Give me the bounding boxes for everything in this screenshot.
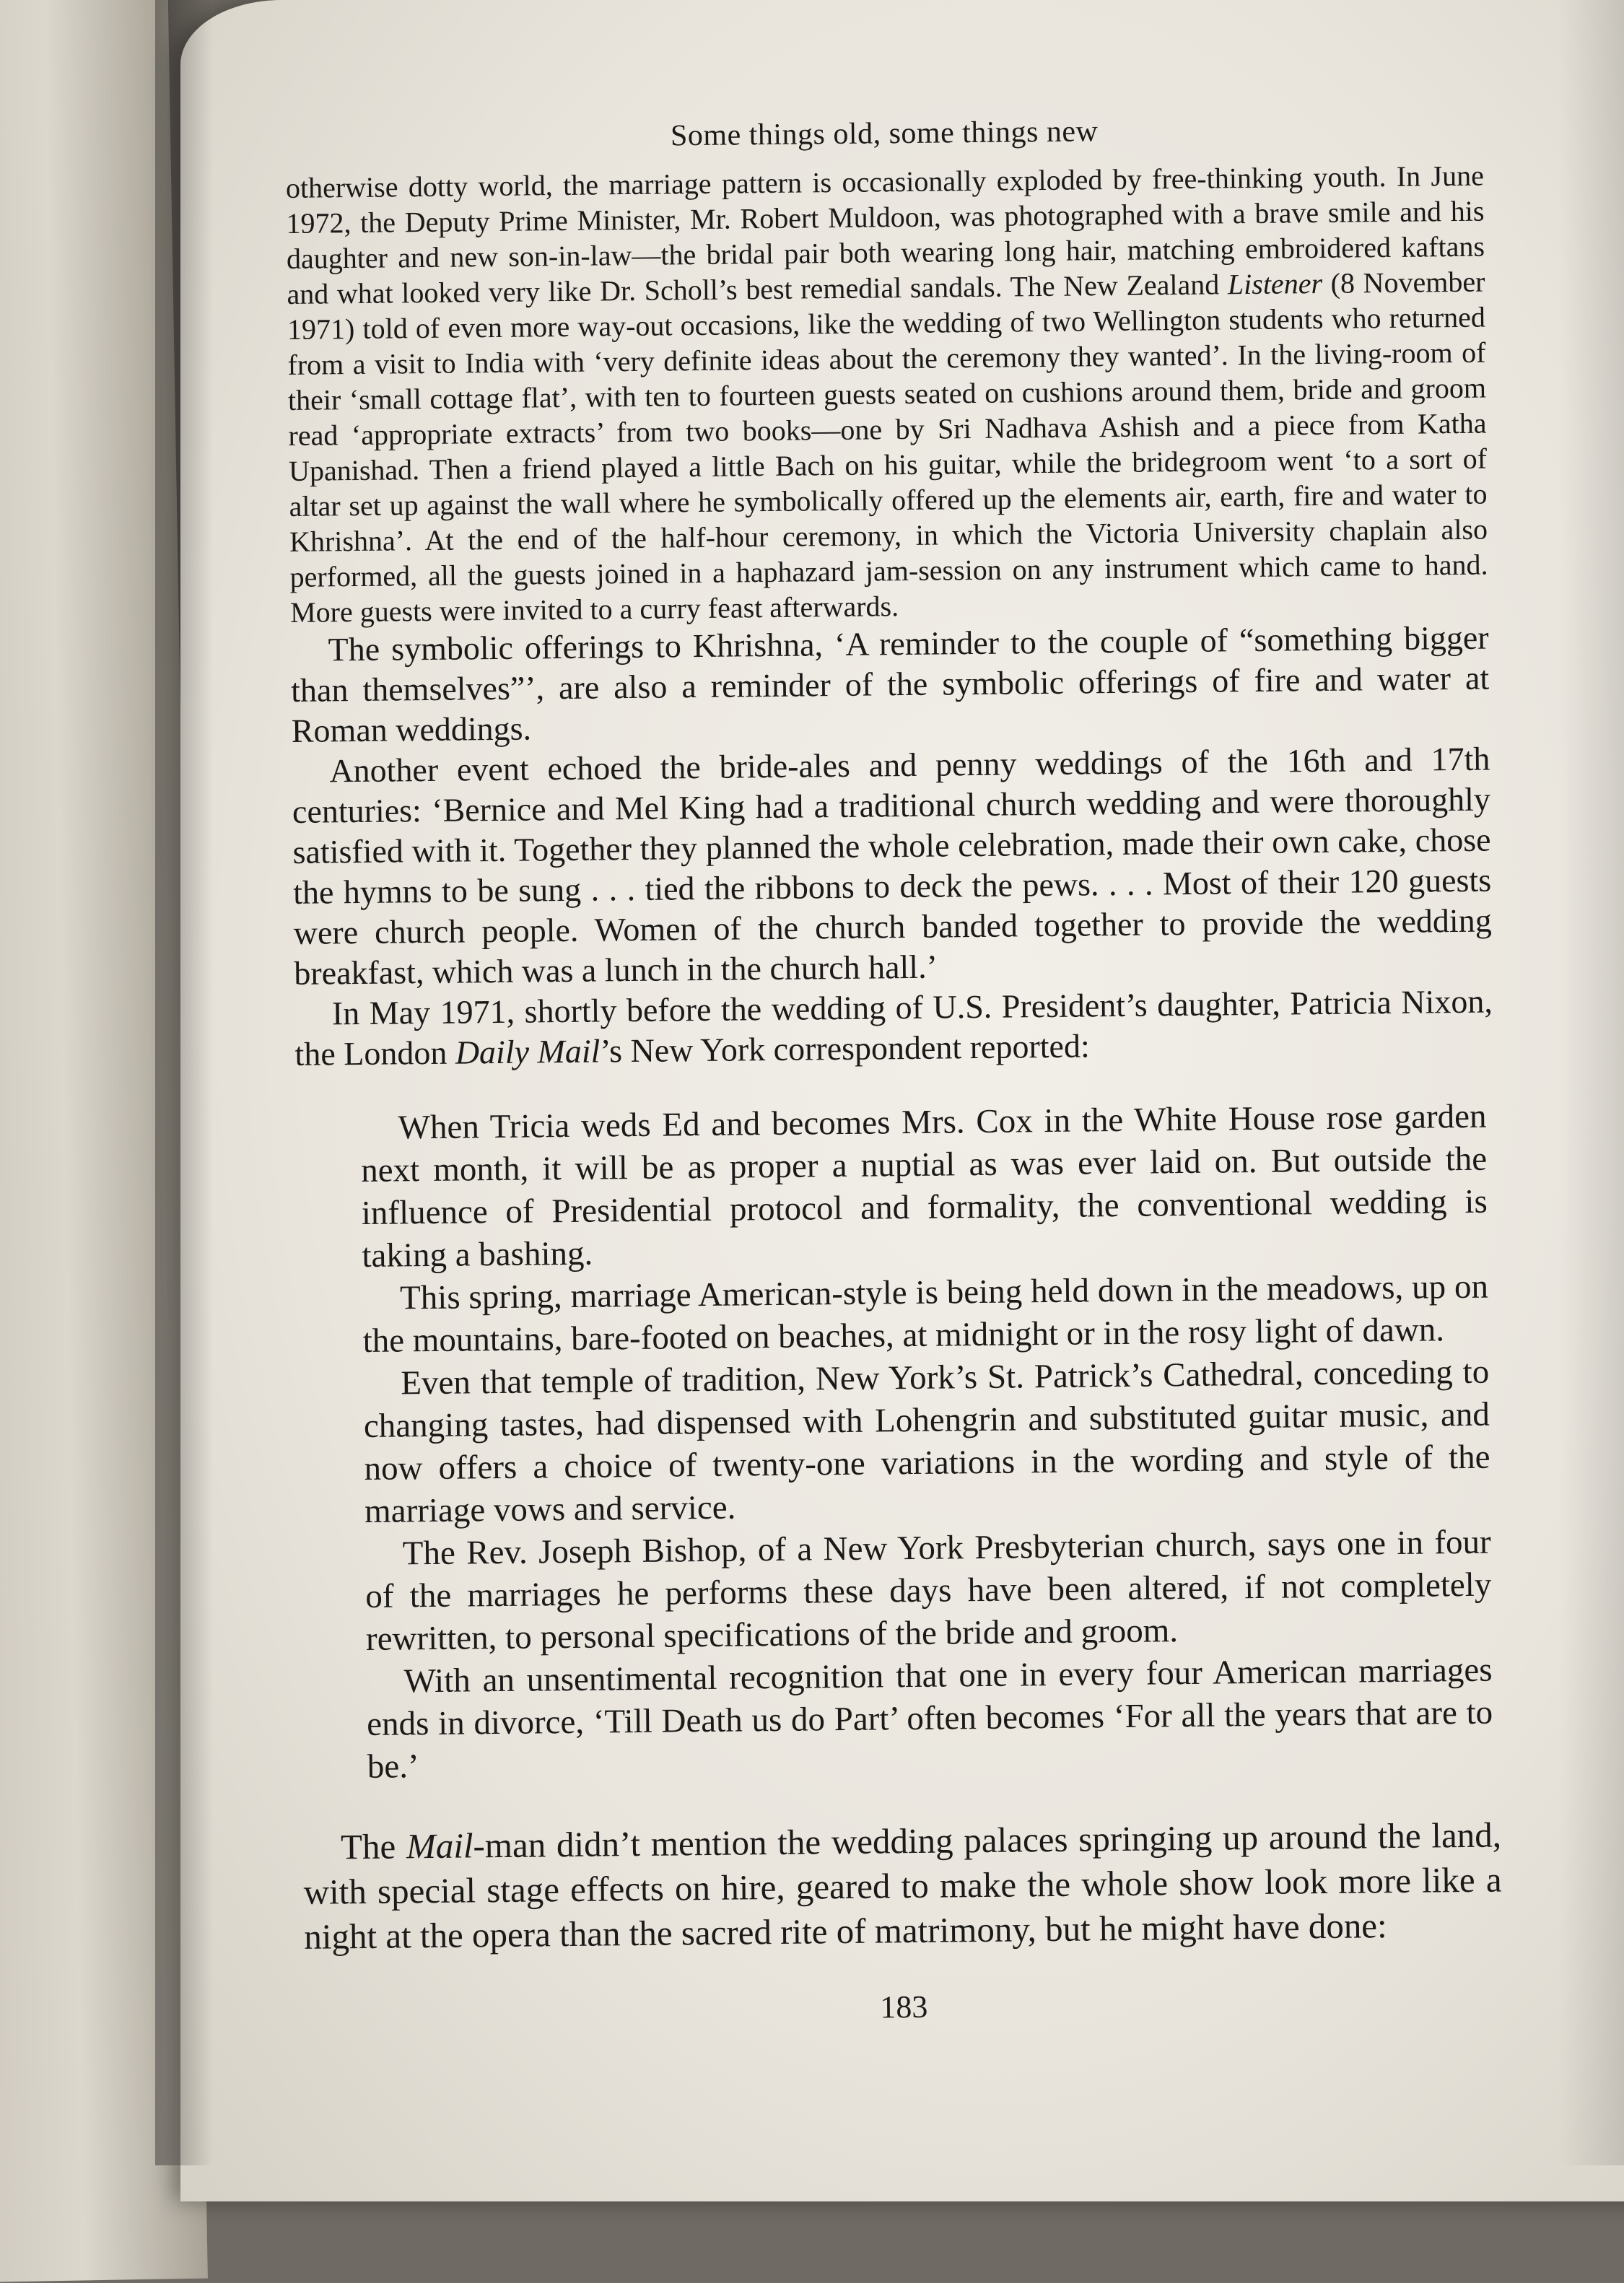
block-quote [360,1096,1493,1789]
paragraph-3: Another event echoed the bride-ales and penny weddings of the 16th and 17th centuries: ‘Bernice and Mel King had a traditional church wedding and were thoroughly satisfied with it. Together they planned the whole celebration, made their own cake, chose the hymns to be sung . . . tied the ribbons to deck the pews. . . . Most of their 120 guests were church people. Women of the church banded together to provide the wedding breakfast, which was a lunch in the church hall.’ [292,740,1492,992]
book-gutter [155,0,213,2165]
paragraph-4 [294,982,1493,1075]
quote-paragraph-3: Even that temple of tradition, New York’s St. Patrick’s Cathedral, conceding to changing tastes, had dispensed with Lohengrin and substituted guitar music, and now offers a choice of twenty-one variations in the wording and style of the marriage vows and service. [363,1353,1490,1530]
paragraph-4-a: In May 1971, shortly before the wedding of U.S. President’s daughter, Patricia Nixon, the London [294,982,1493,1073]
quote-paragraph-1: When Tricia weds Ed and becomes Mrs. Cox in the White House rose garden next month, it will be as proper a nuptial as was ever laid on. But outside the influence of Presidential protocol and formality, the conventional wedding is taking a bashing. [360,1097,1488,1275]
quote-paragraph-4: The Rev. Joseph Bishop, of a New York Presbyterian church, says one in four of the marriages he performs these days have been altered, if not completely rewritten, to personal specifications of the bride and groom. [365,1523,1492,1658]
mail-italic: Mail [406,1825,473,1867]
listener-title: Listener [1227,266,1323,301]
closing-a: The [340,1826,407,1867]
running-head: Some things old, some things new [670,115,1099,153]
quote-paragraph-5: With an unsentimental recognition that one in every four American marriages ends in divorce, ‘Till Death us do Part’ often becomes ‘For all the years that are to be.’ [366,1651,1493,1786]
paragraph-1-rest: (8 November 1971) told of even more way-out occasions, like the wedding of two Wellington students who returned from a visit to India with ‘very definite ideas about the ceremony they wanted’. In the living-room of their ‘small cottage flat’, with ten to fourteen guests seated on cushions around them, bride and groom read ‘appropriate extracts’ from two books—one by Sri Nadhava Ashish and a piece from Katha Upanishad. Then a friend played a little Bach on his guitar, while the bridegroom went ‘to a sort of altar set up against the wall where he symbolically offered up the elements air, earth, fire and water to Khrishna’. At the end of the half-hour ceremony, in which the Victoria University chaplain also performed, all the guests joined in a haphazard jam-session on any instrument which came to hand. More guests were invited to a curry feast afterwards. [287,265,1488,629]
daily-mail-title: Daily Mail [455,1032,601,1071]
closing-paragraph [303,1812,1503,1959]
closing-b: -man didn’t mention the wedding palaces springing up around the land, with special stage effects on hire, geared to make the whole show look more like a night at the opera than the sacred rite of matrimony, but he might have done: [303,1815,1502,1957]
paragraph-4-b: ’s New York correspondent reported: [600,1027,1090,1070]
paragraph-2: The symbolic offerings to Khrishna, ‘A reminder to the couple of “something bigger than themselves”’, are also a reminder of the symbolic offerings of fire and water at Roman weddings. [290,619,1490,749]
page-number: 183 [880,1989,928,2025]
paragraph-1-text: otherwise dotty world, the marriage pattern is occasionally exploded by free-thinking youth. In June 1972, the Deputy Prime Minister, Mr. Robert Muldoon, was photographed with a brave smile and his daughter and new son-in-law—the bridal pair both wearing long hair, matching embroidered kaftans and what looked very like Dr. Scholl’s best remedial sandals. The New Zealand [285,159,1485,310]
page-content [285,110,1503,2032]
page-shadow [1559,0,1624,2165]
paragraph-1 [286,158,1489,630]
quote-paragraph-2: This spring, marriage American-style is being held down in the meadows, up on the mountains, bare-footed on beaches, at midnight or in the rosy light of dawn. [362,1267,1489,1360]
